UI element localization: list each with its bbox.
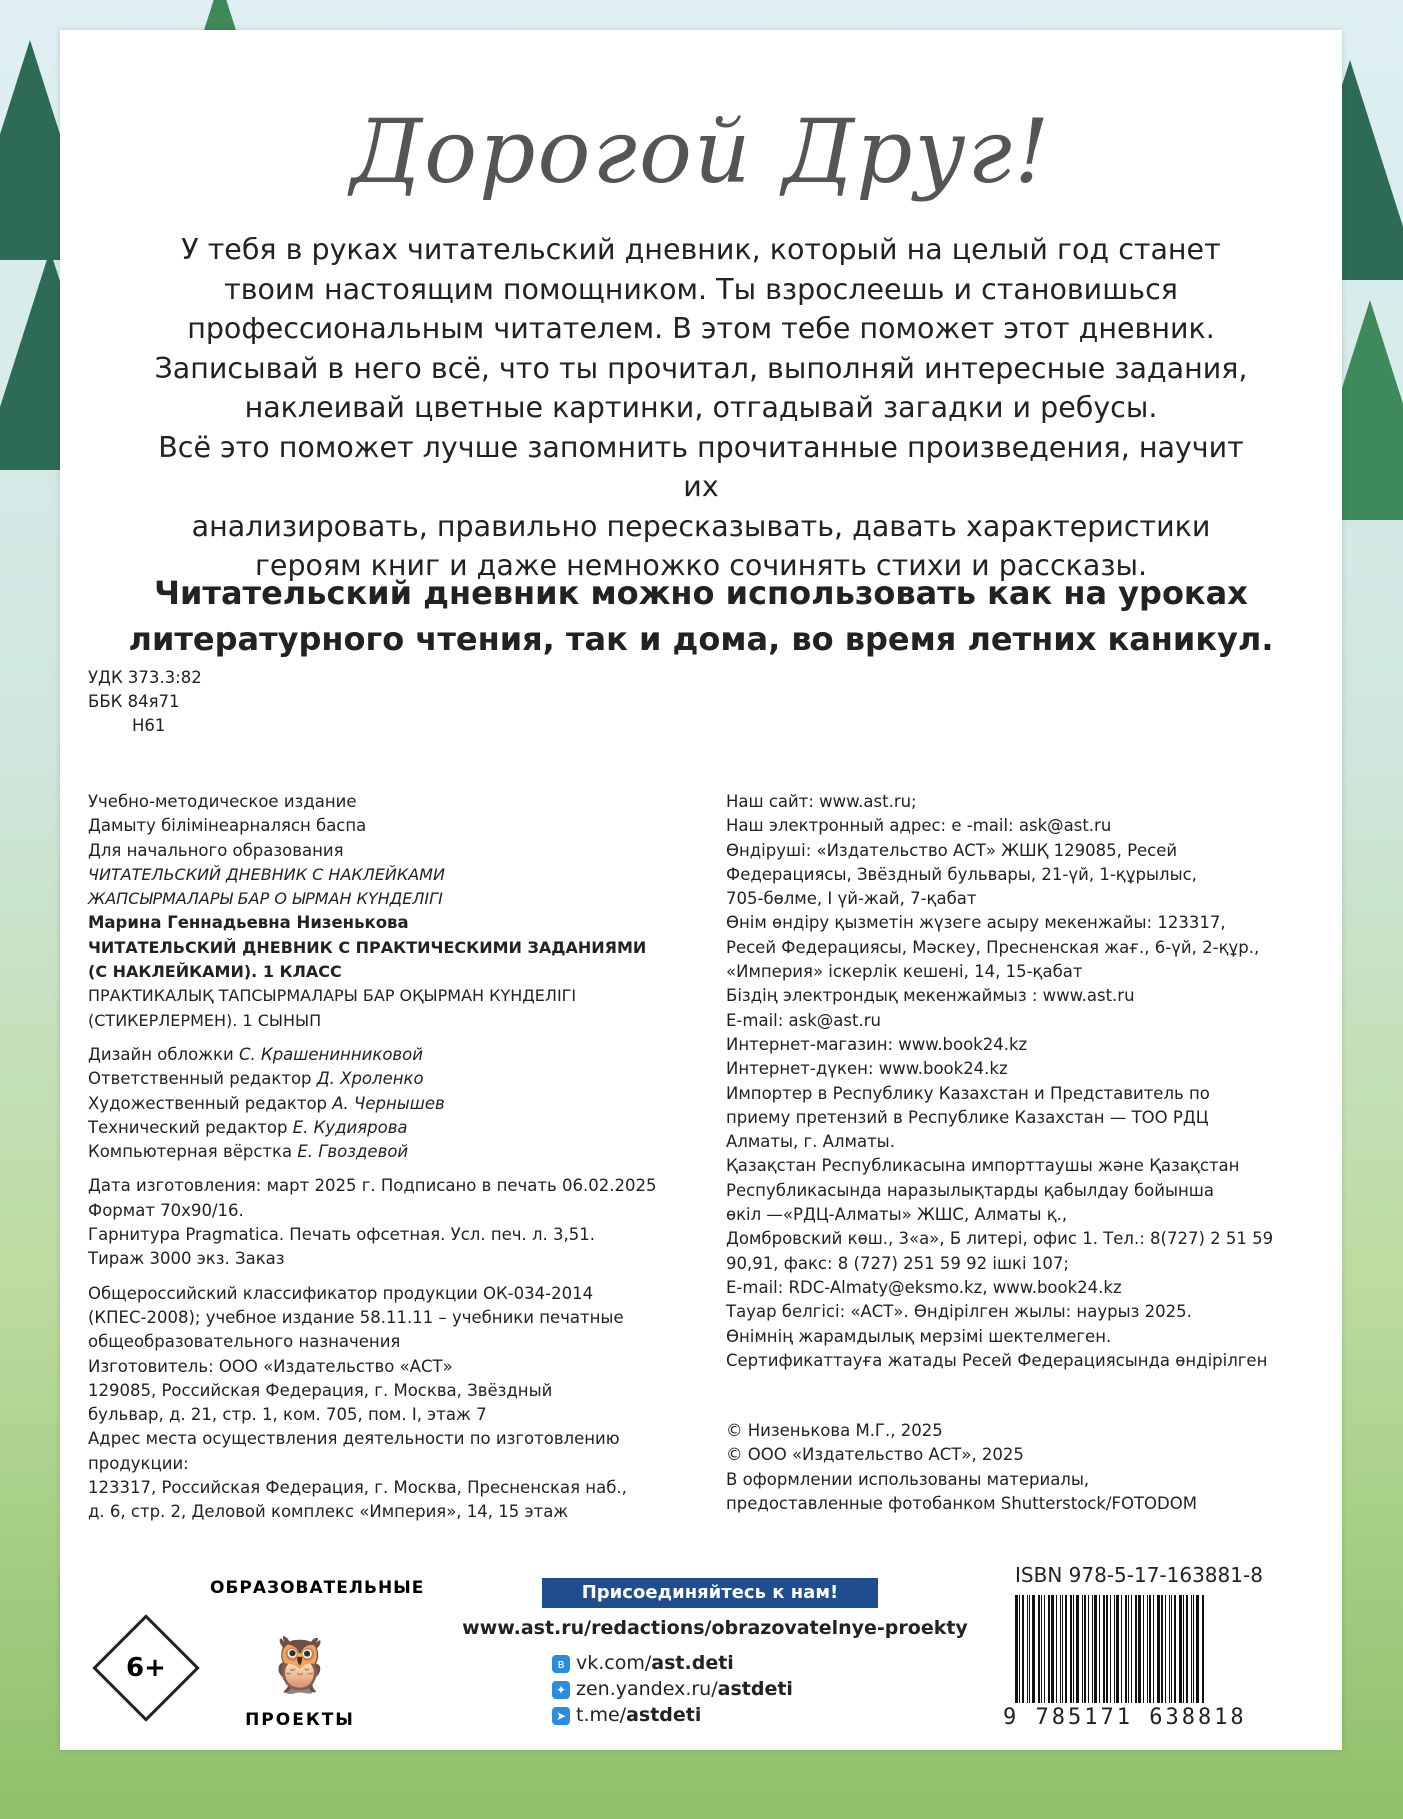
edition-line: Дамыту білімінеарналясн баспа <box>88 816 367 836</box>
barcode-bar <box>1143 1595 1144 1703</box>
age-rating: 6+ <box>126 1653 166 1683</box>
barcode-bar <box>1106 1595 1108 1703</box>
owl-logo-icon: 🦉 <box>266 1633 334 1696</box>
imprint-line: Сертификаттауға жатады Ресей Федерациясында өндірілген <box>726 1350 1268 1370</box>
barcode-bar <box>1186 1595 1188 1703</box>
barcode-bar <box>1138 1595 1141 1703</box>
page-title: Дорогой Друг! <box>350 100 1052 203</box>
barcode-bar <box>1121 1595 1122 1703</box>
barcode-bar <box>1171 1595 1172 1703</box>
imprint-line: Ресей Федерациясы, Мәскеу, Пресненская жағ., 6-үй, 2-құр., <box>726 937 1260 957</box>
kz-title: (СТИКЕРЛЕРМЕН). 1 СЫНЫП <box>88 1010 322 1030</box>
social-zen[interactable]: ✦ zen.yandex.ru/astdeti <box>552 1678 793 1700</box>
barcode-bar <box>1032 1595 1035 1703</box>
intro-line: твоим настоящим помощником. Ты взрослеешь и становишься <box>224 272 1178 306</box>
print-line: Тираж 3000 экз. Заказ <box>88 1249 285 1269</box>
barcode-bar <box>1094 1595 1097 1703</box>
barcode-bar <box>1128 1595 1129 1703</box>
usage-note <box>120 570 1282 662</box>
barcode-bar <box>1125 1595 1127 1703</box>
social-telegram[interactable]: ➤ t.me/astdeti <box>552 1704 701 1726</box>
classifier-line: продукции: <box>88 1453 189 1473</box>
barcode-bar <box>1174 1595 1176 1703</box>
barcode-bar <box>1015 1595 1018 1703</box>
join-banner: Присоединяйтесь к нам! <box>542 1578 878 1608</box>
barcode-bar <box>1103 1595 1105 1703</box>
barcode-bar <box>1092 1595 1093 1703</box>
barcode-bar <box>1051 1595 1054 1703</box>
barcode-bar <box>1065 1595 1067 1703</box>
barcode-bar <box>1202 1595 1204 1703</box>
barcode-bar <box>1019 1595 1020 1703</box>
imprint-line: 90,91, факс: 8 (727) 251 59 92 ішкі 107; <box>726 1253 1069 1273</box>
imprint-right <box>726 790 1326 1516</box>
print-line: Гарнитура Pragmatica. Печать офсетная. Усл. печ. л. 3,51. <box>88 1225 596 1245</box>
barcode-bar <box>1135 1595 1137 1703</box>
book-title: (С НАКЛЕЙКАМИ). 1 КЛАСС <box>88 962 342 982</box>
intro-line: У тебя в руках читательский дневник, который на целый год станет <box>181 233 1221 266</box>
barcode-bar <box>1110 1595 1111 1703</box>
print-line: Формат 70х90/16. <box>88 1200 244 1220</box>
imprint-line: Домбровский көш., 3«а», Б литері, офис 1. Тел.: 8(727) 2 51 59 <box>726 1229 1274 1249</box>
barcode-bar <box>1153 1595 1154 1703</box>
logo-text-top: ОБРАЗОВАТЕЛЬНЫЕ <box>210 1578 425 1598</box>
imprint-line: Наш сайт: www.ast.ru; <box>726 792 917 811</box>
barcode-bar <box>1044 1595 1045 1703</box>
barcode-bar <box>1149 1595 1151 1703</box>
note-line: литературного чтения, так и дома, во время летних каникул. <box>128 620 1274 658</box>
imprint-line: Интернет-магазин: www.book24.kz <box>726 1034 1028 1054</box>
edition-line: Для начального образования <box>88 840 344 860</box>
intro-text <box>140 230 1262 586</box>
isbn-text: ISBN 978-5-17-163881-8 <box>1015 1563 1263 1587</box>
classifier-line: бульвар, д. 21, стр. 1, ком. 705, пом. I, этаж 7 <box>88 1405 487 1425</box>
barcode-bar <box>1062 1595 1063 1703</box>
barcode-bar <box>1196 1595 1199 1703</box>
imprint-line: приему претензий в Республике Казахстан — ТОО РДЦ <box>726 1107 1209 1127</box>
barcode-bar <box>1041 1595 1042 1703</box>
imprint-line: Қазақстан Республикасына импорттаушы және Қазақстан <box>726 1156 1240 1176</box>
barcode-bar <box>1114 1595 1115 1703</box>
barcode-bar <box>1027 1595 1028 1703</box>
barcode-bar <box>1179 1595 1182 1703</box>
imprint-line: Тауар белгісі: «АСТ». Өндірілген жылы: наурыз 2025. <box>726 1302 1192 1322</box>
barcode-bar <box>1191 1595 1192 1703</box>
imprint-line: Интернет-дүкен: www.book24.kz <box>726 1059 1008 1079</box>
imprint-line: Біздің электрондық мекенжаймыз : www.ast.ru <box>726 986 1135 1006</box>
intro-line: Всё это поможет лучше запомнить прочитанные произведения, научит их <box>158 430 1244 503</box>
udk-code: УДК 373.3:82 <box>88 668 202 687</box>
credit-line: Ответственный редактор Д. Хроленко <box>88 1069 424 1089</box>
barcode-bar <box>1076 1595 1079 1703</box>
copyright-line: предоставленные фотобанком Shutterstock/FOTODOM <box>726 1494 1197 1514</box>
imprint-line: Республикасында наразылықтарды қабылдау бойынша <box>726 1180 1214 1200</box>
imprint-line: Өндіруші: «Издательство АСТ» ЖШҚ 129085, Ресей <box>726 840 1178 860</box>
barcode-bar <box>1099 1595 1100 1703</box>
intro-line: наклеивай цветные картинки, отгадывай загадки и ребусы. <box>244 391 1158 424</box>
copyright-line: © Низенькова М.Г., 2025 <box>726 1421 943 1441</box>
book-title: ЧИТАТЕЛЬСКИЙ ДНЕВНИК С ПРАКТИЧЕСКИМИ ЗАДАНИЯМИ <box>88 937 647 957</box>
kz-title: ПРАКТИКАЛЫҚ ТАПСЫРМАЛАРЫ БАР ОҚЫРМАН КҮНДЕЛІГІ <box>88 986 577 1006</box>
barcode-bar <box>1022 1595 1024 1703</box>
page-sheet <box>60 30 1342 1750</box>
barcode-bar <box>1029 1595 1030 1703</box>
barcode-bar <box>1056 1595 1057 1703</box>
barcode-bar <box>1157 1595 1160 1703</box>
barcode-bar <box>1161 1595 1163 1703</box>
author-mark: Н61 <box>132 716 166 735</box>
copyright-line: © ООО «Издательство АСТ», 2025 <box>726 1445 1024 1465</box>
edition-line: Учебно-методическое издание <box>88 792 357 811</box>
projects-link[interactable]: www.ast.ru/redactions/obrazovatelnye-proekty <box>462 1617 968 1639</box>
classifier-line: общеобразовательного назначения <box>88 1332 401 1352</box>
intro-line: героям книг и даже немножко сочинять стихи и рассказы. <box>254 549 1148 582</box>
intro-line: профессиональным читателем. В этом тебе поможет этот дневник. <box>187 312 1215 345</box>
zen-icon: ✦ <box>552 1681 570 1699</box>
imprint-line: өкіл —«РДЦ-Алматы» ЖШС, Алматы қ., <box>726 1205 1068 1225</box>
barcode-bar <box>1183 1595 1184 1703</box>
barcode-bar <box>1088 1595 1089 1703</box>
barcode-bar <box>1038 1595 1040 1703</box>
barcode-bar <box>1116 1595 1119 1703</box>
classifier-line: 129085, Российская Федерация, г. Москва, Звёздный <box>88 1380 553 1400</box>
imprint-line: E-mail: ask@ast.ru <box>726 1010 881 1030</box>
imprint-line: Федерациясы, Звёздный бульвары, 21-үй, 1-құрылыс, <box>726 864 1197 884</box>
barcode-bar <box>1082 1595 1083 1703</box>
author-name: Марина Геннадьевна Низенькова <box>88 913 409 933</box>
intro-line: анализировать, правильно пересказывать, давать характеристики <box>191 509 1211 543</box>
imprint-line: Өнім өндіру қызметін жүзеге асыру мекенжайы: 123317, <box>726 913 1226 933</box>
credit-line: Дизайн обложки С. Крашенинниковой <box>88 1044 423 1064</box>
barcode-number: 9 785171 638818 <box>1003 1705 1247 1730</box>
barcode-bar <box>1169 1595 1170 1703</box>
imprint-line: Өнімнің жарамдылық мерзімі шектелмеген. <box>726 1326 1112 1346</box>
imprint-line: 705-бөлме, I үй-жай, 7-қабат <box>726 889 977 909</box>
imprint-line: «Империя» іскерлік кешені, 14, 15-қабат <box>726 962 1083 982</box>
barcode-bar <box>1147 1595 1148 1703</box>
imprint-line: Наш электронный адрес: e -mail: ask@ast.ru <box>726 816 1112 836</box>
classifier-line: д. 6, стр. 2, Деловой комплекс «Империя», 14, 15 этаж <box>88 1502 569 1522</box>
credit-line: Технический редактор Е. Кудиярова <box>88 1117 408 1137</box>
imprint-line: Импортер в Республику Казахстан и Представитель по <box>726 1083 1210 1103</box>
title-italic: ЧИТАТЕЛЬСКИЙ ДНЕВНИК С НАКЛЕЙКАМИ <box>88 864 445 884</box>
classifier-line: Изготовитель: ООО «Издательство «АСТ» <box>88 1356 453 1376</box>
imprint-line: E-mail: RDC-Almaty@eksmo.kz, www.book24.kz <box>726 1277 1122 1297</box>
imprint-left <box>88 790 708 1525</box>
credit-line: Компьютерная вёрстка Е. Гвоздевой <box>88 1142 409 1162</box>
telegram-icon: ➤ <box>552 1707 570 1725</box>
copyright-line: В оформлении использованы материалы, <box>726 1469 1090 1489</box>
barcode-bar <box>1073 1595 1074 1703</box>
vk-icon: в <box>552 1655 570 1673</box>
social-vk[interactable]: в vk.com/ast.deti <box>552 1652 734 1674</box>
note-line: Читательский дневник можно использовать как на уроках <box>154 574 1248 612</box>
print-line: Дата изготовления: март 2025 г. Подписано в печать 06.02.2025 <box>88 1176 657 1196</box>
classifier-line: 123317, Российская Федерация, г. Москва, Пресненская наб., <box>88 1478 627 1498</box>
barcode <box>1015 1595 1277 1703</box>
imprint-line: Алматы, г. Алматы. <box>726 1132 895 1152</box>
title-italic: ЖАПСЫРМАЛАРЫ БАР О ЫРМАН КҮНДЕЛІГІ <box>88 889 443 909</box>
barcode-bar <box>1060 1595 1061 1703</box>
barcode-bar <box>1131 1595 1132 1703</box>
credit-line: Художественный редактор А. Чернышев <box>88 1093 445 1113</box>
barcode-bar <box>1070 1595 1072 1703</box>
barcode-bar <box>1084 1595 1086 1703</box>
classifier-line: Адрес места осуществления деятельности по изготовлению <box>88 1429 620 1449</box>
barcode-bar <box>1193 1595 1194 1703</box>
intro-line: Записывай в него всё, что ты прочитал, выполняй интересные задания, <box>154 351 1248 385</box>
bbk-code: ББК 84я71 <box>88 692 180 711</box>
classifier-line: Общероссийский классификатор продукции ОК-034-2014 <box>88 1283 594 1303</box>
logo-text-bottom: ПРОЕКТЫ <box>245 1710 355 1730</box>
barcode-bar <box>1165 1595 1166 1703</box>
catalog-codes <box>88 666 202 738</box>
classifier-line: (КПЕС-2008); учебное издание 58.11.11 – учебники печатные <box>88 1307 624 1327</box>
barcode-bar <box>1048 1595 1050 1703</box>
